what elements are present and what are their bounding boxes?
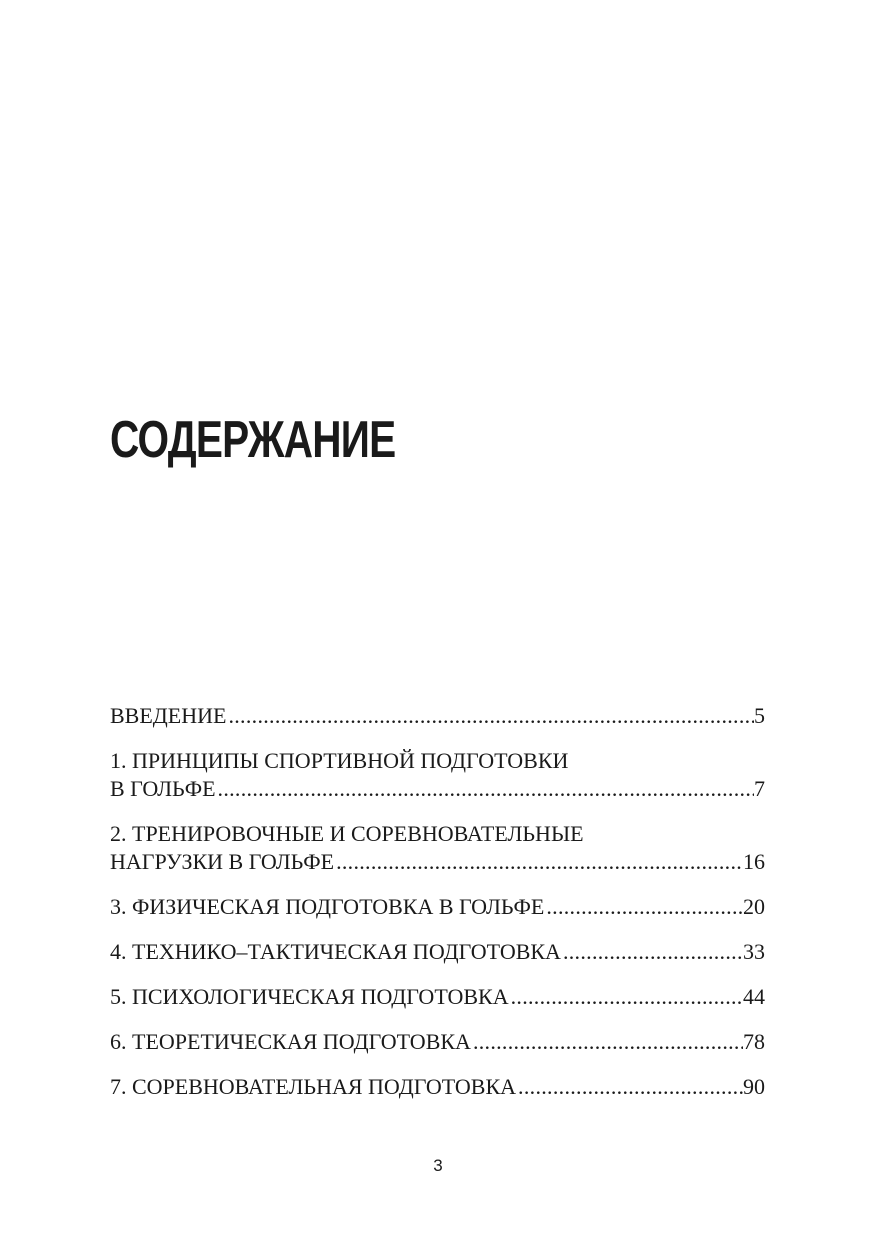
dot-leader: [334, 848, 743, 876]
toc-entry-title: 7. СОРЕВНОВАТЕЛЬНАЯ ПОДГОТОВКА: [110, 1074, 517, 1099]
toc-entry-chapter-1[interactable]: [110, 747, 765, 803]
toc-entry-title: ВВЕДЕНИЕ: [110, 703, 227, 728]
toc-entry-introduction[interactable]: [110, 702, 765, 730]
toc-entry-title: 4. ТЕХНИКО–ТАКТИЧЕСКАЯ ПОДГОТОВКА: [110, 939, 561, 964]
dot-leader: [509, 983, 743, 1011]
toc-entry-line: [110, 848, 765, 876]
toc-entry-page: 78: [743, 1029, 765, 1054]
dot-leader: [516, 1073, 743, 1101]
toc-entry-chapter-5[interactable]: [110, 983, 765, 1011]
dot-leader: [226, 702, 754, 730]
toc-entry-page: 7: [754, 776, 765, 801]
toc-entry-line: [110, 702, 765, 730]
toc-entry-page: 33: [743, 939, 765, 964]
toc-entry-title: 6. ТЕОРЕТИЧЕСКАЯ ПОДГОТОВКА: [110, 1029, 471, 1054]
toc-entry-line: [110, 893, 765, 921]
toc-entry-title-part-1: 2. ТРЕНИРОВОЧНЫЕ И СОРЕВНОВАТЕЛЬНЫЕ: [110, 821, 584, 846]
toc-entry-line: [110, 938, 765, 966]
toc-entry-first-line: [110, 820, 765, 848]
toc-entry-chapter-4[interactable]: [110, 938, 765, 966]
toc-entry-line: [110, 775, 765, 803]
dot-leader: [216, 775, 754, 803]
toc-entry-chapter-7[interactable]: [110, 1073, 765, 1101]
toc-entry-title-part-2: В ГОЛЬФЕ: [110, 776, 216, 801]
toc-entry-chapter-3[interactable]: [110, 893, 765, 921]
toc-entry-page: 16: [743, 849, 765, 874]
toc-entry-line: [110, 983, 765, 1011]
toc-entry-line: [110, 1073, 765, 1101]
table-of-contents: [110, 702, 765, 1118]
toc-entry-title-part-2: НАГРУЗКИ В ГОЛЬФЕ: [110, 849, 335, 874]
toc-entry-title: 5. ПСИХОЛОГИЧЕСКАЯ ПОДГОТОВКА: [110, 984, 509, 1009]
toc-entry-page: 44: [743, 984, 765, 1009]
toc-entry-chapter-2[interactable]: [110, 820, 765, 876]
dot-leader: [561, 938, 743, 966]
toc-entry-line: [110, 1028, 765, 1056]
page-title: СОДЕРЖАНИЕ: [110, 411, 396, 469]
toc-entry-title: 3. ФИЗИЧЕСКАЯ ПОДГОТОВКА В ГОЛЬФЕ: [110, 894, 545, 919]
dot-leader: [471, 1028, 743, 1056]
toc-entry-chapter-6[interactable]: [110, 1028, 765, 1056]
toc-entry-page: 90: [743, 1074, 765, 1099]
toc-entry-page: 5: [754, 703, 765, 728]
toc-entry-first-line: [110, 747, 765, 775]
toc-entry-title-part-1: 1. ПРИНЦИПЫ СПОРТИВНОЙ ПОДГОТОВКИ: [110, 748, 569, 773]
dot-leader: [544, 893, 743, 921]
toc-entry-page: 20: [743, 894, 765, 919]
page-number: 3: [433, 1156, 443, 1175]
